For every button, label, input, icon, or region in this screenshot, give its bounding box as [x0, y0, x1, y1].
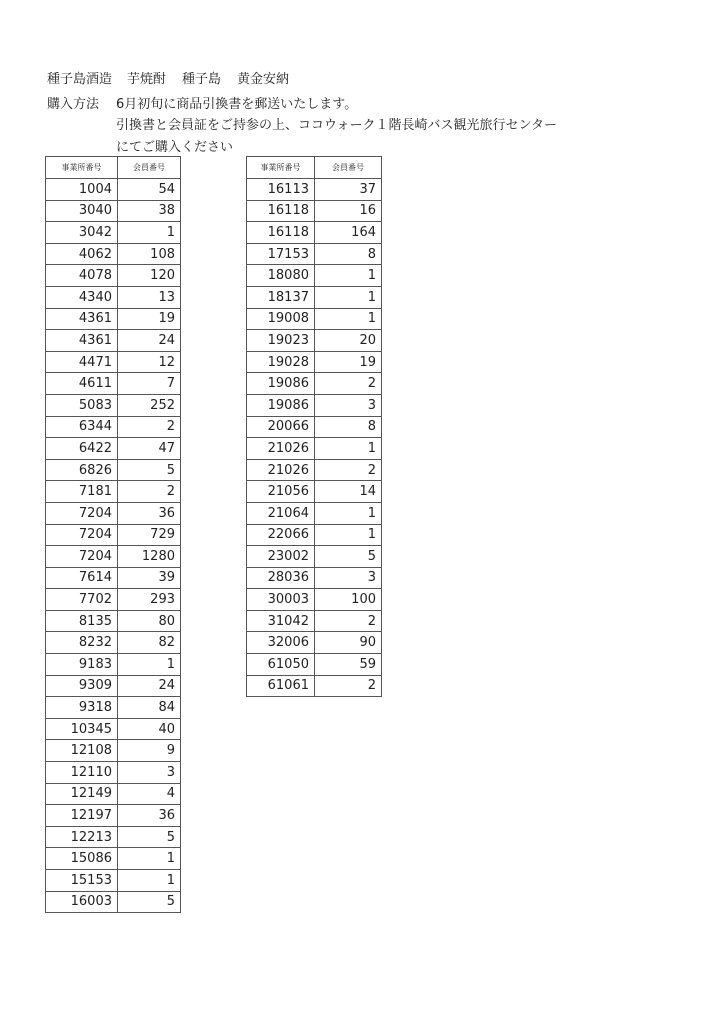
- member-number-cell: 1: [315, 286, 382, 308]
- office-number-cell: 28036: [247, 567, 315, 589]
- table-row: [247, 524, 382, 546]
- member-number-cell: 1280: [118, 546, 181, 568]
- table-row: [46, 675, 181, 697]
- member-number-cell: 1: [118, 848, 181, 870]
- office-number-header: 事業所番号: [46, 157, 118, 179]
- member-number-cell: 2: [315, 373, 382, 395]
- member-number-cell: 2: [315, 610, 382, 632]
- office-number-cell: 7204: [46, 502, 118, 524]
- table-row: [46, 286, 181, 308]
- office-number-header: 事業所番号: [247, 157, 315, 179]
- member-number-cell: 108: [118, 243, 181, 265]
- product-name: 種子島: [182, 72, 222, 87]
- office-number-cell: 8135: [46, 610, 118, 632]
- table-row: [46, 373, 181, 395]
- office-number-cell: 21056: [247, 481, 315, 503]
- member-number-cell: 2: [118, 416, 181, 438]
- office-number-cell: 17153: [247, 243, 315, 265]
- office-number-cell: 19028: [247, 351, 315, 373]
- table-row: [46, 308, 181, 330]
- table-row: [247, 459, 382, 481]
- office-number-cell: 15086: [46, 848, 118, 870]
- table-row: [46, 265, 181, 287]
- table-row: [46, 394, 181, 416]
- member-number-cell: 1: [118, 654, 181, 676]
- member-number-cell: 59: [315, 654, 382, 676]
- member-number-cell: 1: [118, 222, 181, 244]
- member-number-cell: 120: [118, 265, 181, 287]
- office-number-cell: 7181: [46, 481, 118, 503]
- office-number-cell: 6422: [46, 438, 118, 460]
- table-row: [46, 697, 181, 719]
- office-number-cell: 12197: [46, 805, 118, 827]
- office-number-cell: 3040: [46, 200, 118, 222]
- member-number-cell: 54: [118, 179, 181, 201]
- office-number-cell: 19008: [247, 308, 315, 330]
- table-header-row: [247, 157, 382, 179]
- table-row: [247, 222, 382, 244]
- member-number-cell: 3: [118, 762, 181, 784]
- table-row: [46, 632, 181, 654]
- member-number-cell: 1: [315, 502, 382, 524]
- table-row: [247, 546, 382, 568]
- table-row: [46, 438, 181, 460]
- table-row: [46, 805, 181, 827]
- member-number-cell: 84: [118, 697, 181, 719]
- member-number-cell: 47: [118, 438, 181, 460]
- office-number-cell: 4361: [46, 308, 118, 330]
- office-number-cell: 32006: [247, 632, 315, 654]
- member-number-cell: 8: [315, 243, 382, 265]
- office-number-cell: 10345: [46, 718, 118, 740]
- office-number-cell: 7204: [46, 546, 118, 568]
- member-number-cell: 9: [118, 740, 181, 762]
- table-row: [247, 438, 382, 460]
- office-number-cell: 21026: [247, 438, 315, 460]
- member-table-right: [246, 156, 382, 697]
- member-number-cell: 5: [118, 826, 181, 848]
- member-number-cell: 100: [315, 589, 382, 611]
- member-number-cell: 4: [118, 783, 181, 805]
- member-number-cell: 19: [315, 351, 382, 373]
- table-row: [46, 459, 181, 481]
- table-row: [46, 351, 181, 373]
- member-number-cell: 1: [315, 265, 382, 287]
- member-number-cell: 7: [118, 373, 181, 395]
- table-row: [247, 610, 382, 632]
- table-row: [46, 610, 181, 632]
- office-number-cell: 21026: [247, 459, 315, 481]
- table-row: [247, 675, 382, 697]
- member-number-cell: 36: [118, 502, 181, 524]
- purchase-method-label: 購入方法: [47, 97, 100, 112]
- member-number-cell: 40: [118, 718, 181, 740]
- table-row: [46, 481, 181, 503]
- office-number-cell: 21064: [247, 502, 315, 524]
- table-row: [46, 502, 181, 524]
- member-number-cell: 19: [118, 308, 181, 330]
- table-row: [247, 351, 382, 373]
- office-number-cell: 7702: [46, 589, 118, 611]
- member-number-cell: 3: [315, 567, 382, 589]
- office-number-cell: 20066: [247, 416, 315, 438]
- office-number-cell: 4611: [46, 373, 118, 395]
- office-number-cell: 18080: [247, 265, 315, 287]
- table-row: [46, 654, 181, 676]
- member-number-cell: 3: [315, 394, 382, 416]
- member-number-cell: 24: [118, 675, 181, 697]
- table-row: [46, 200, 181, 222]
- table-row: [46, 330, 181, 352]
- table-row: [46, 222, 181, 244]
- office-number-cell: 16113: [247, 179, 315, 201]
- table-row: [247, 243, 382, 265]
- table-row: [46, 567, 181, 589]
- table-row: [46, 589, 181, 611]
- member-number-header: 会員番号: [118, 157, 181, 179]
- office-number-cell: 6344: [46, 416, 118, 438]
- product-type: 芋焼酎: [127, 72, 167, 87]
- table-row: [46, 891, 181, 913]
- table-row: [46, 524, 181, 546]
- purchase-method-text: 6月初旬に商品引換書を郵送いたします。: [116, 97, 358, 112]
- product-variety: 黄金安納: [237, 72, 290, 87]
- member-number-cell: 5: [118, 459, 181, 481]
- office-number-cell: 9183: [46, 654, 118, 676]
- table-row: [247, 373, 382, 395]
- office-number-cell: 12110: [46, 762, 118, 784]
- office-number-cell: 12149: [46, 783, 118, 805]
- office-number-cell: 19023: [247, 330, 315, 352]
- table-row: [46, 870, 181, 892]
- member-number-cell: 13: [118, 286, 181, 308]
- table-row: [247, 330, 382, 352]
- office-number-cell: 16118: [247, 222, 315, 244]
- table-row: [247, 502, 382, 524]
- office-number-cell: 4361: [46, 330, 118, 352]
- table-row: [46, 783, 181, 805]
- member-number-cell: 8: [315, 416, 382, 438]
- office-number-cell: 31042: [247, 610, 315, 632]
- table-row: [46, 826, 181, 848]
- member-number-cell: 1: [315, 308, 382, 330]
- office-number-cell: 7614: [46, 567, 118, 589]
- member-number-cell: 2: [118, 481, 181, 503]
- office-number-cell: 4078: [46, 265, 118, 287]
- member-number-cell: 20: [315, 330, 382, 352]
- office-number-cell: 16118: [247, 200, 315, 222]
- member-number-cell: 1: [315, 524, 382, 546]
- member-table-left: [45, 156, 181, 913]
- table-row: [247, 632, 382, 654]
- table-header-row: [46, 157, 181, 179]
- member-number-cell: 24: [118, 330, 181, 352]
- member-number-cell: 37: [315, 179, 382, 201]
- member-number-cell: 39: [118, 567, 181, 589]
- member-number-cell: 164: [315, 222, 382, 244]
- office-number-cell: 6826: [46, 459, 118, 481]
- member-number-header: 会員番号: [315, 157, 382, 179]
- table-row: [46, 718, 181, 740]
- table-row: [46, 243, 181, 265]
- office-number-cell: 15153: [46, 870, 118, 892]
- office-number-cell: 61061: [247, 675, 315, 697]
- member-number-cell: 38: [118, 200, 181, 222]
- member-number-cell: 729: [118, 524, 181, 546]
- office-number-cell: 4062: [46, 243, 118, 265]
- member-number-cell: 80: [118, 610, 181, 632]
- product-title-line: [47, 68, 289, 87]
- office-number-cell: 12213: [46, 826, 118, 848]
- table-row: [247, 416, 382, 438]
- instruction-line-2: にてご購入ください: [116, 140, 234, 155]
- brewery-name: 種子島酒造: [47, 72, 113, 87]
- table-row: [46, 179, 181, 201]
- office-number-cell: 5083: [46, 394, 118, 416]
- member-number-cell: 16: [315, 200, 382, 222]
- table-row: [247, 567, 382, 589]
- office-number-cell: 4340: [46, 286, 118, 308]
- table-row: [247, 200, 382, 222]
- table-row: [46, 416, 181, 438]
- member-number-cell: 293: [118, 589, 181, 611]
- member-number-cell: 1: [315, 438, 382, 460]
- office-number-cell: 9318: [46, 697, 118, 719]
- member-number-cell: 14: [315, 481, 382, 503]
- office-number-cell: 7204: [46, 524, 118, 546]
- member-number-cell: 12: [118, 351, 181, 373]
- office-number-cell: 22066: [247, 524, 315, 546]
- member-number-cell: 2: [315, 459, 382, 481]
- office-number-cell: 12108: [46, 740, 118, 762]
- purchase-method-line: [47, 93, 357, 112]
- office-number-cell: 8232: [46, 632, 118, 654]
- member-number-cell: 1: [118, 870, 181, 892]
- member-number-cell: 90: [315, 632, 382, 654]
- office-number-cell: 19086: [247, 394, 315, 416]
- member-number-cell: 5: [315, 546, 382, 568]
- instruction-line: 引換書と会員証をご持参の上、ココウォーク１階長崎バス観光旅行センター: [116, 118, 557, 133]
- office-number-cell: 30003: [247, 589, 315, 611]
- table-row: [247, 308, 382, 330]
- member-number-cell: 82: [118, 632, 181, 654]
- table-row: [46, 546, 181, 568]
- member-number-cell: 2: [315, 675, 382, 697]
- member-number-cell: 5: [118, 891, 181, 913]
- table-row: [46, 848, 181, 870]
- office-number-cell: 9309: [46, 675, 118, 697]
- member-number-cell: 252: [118, 394, 181, 416]
- table-row: [247, 654, 382, 676]
- office-number-cell: 18137: [247, 286, 315, 308]
- office-number-cell: 23002: [247, 546, 315, 568]
- office-number-cell: 3042: [46, 222, 118, 244]
- office-number-cell: 19086: [247, 373, 315, 395]
- office-number-cell: 61050: [247, 654, 315, 676]
- member-number-cell: 36: [118, 805, 181, 827]
- table-row: [247, 286, 382, 308]
- table-row: [247, 265, 382, 287]
- office-number-cell: 16003: [46, 891, 118, 913]
- table-row: [247, 589, 382, 611]
- table-row: [46, 762, 181, 784]
- table-row: [247, 394, 382, 416]
- office-number-cell: 4471: [46, 351, 118, 373]
- table-row: [247, 481, 382, 503]
- office-number-cell: 1004: [46, 179, 118, 201]
- table-row: [46, 740, 181, 762]
- table-row: [247, 179, 382, 201]
